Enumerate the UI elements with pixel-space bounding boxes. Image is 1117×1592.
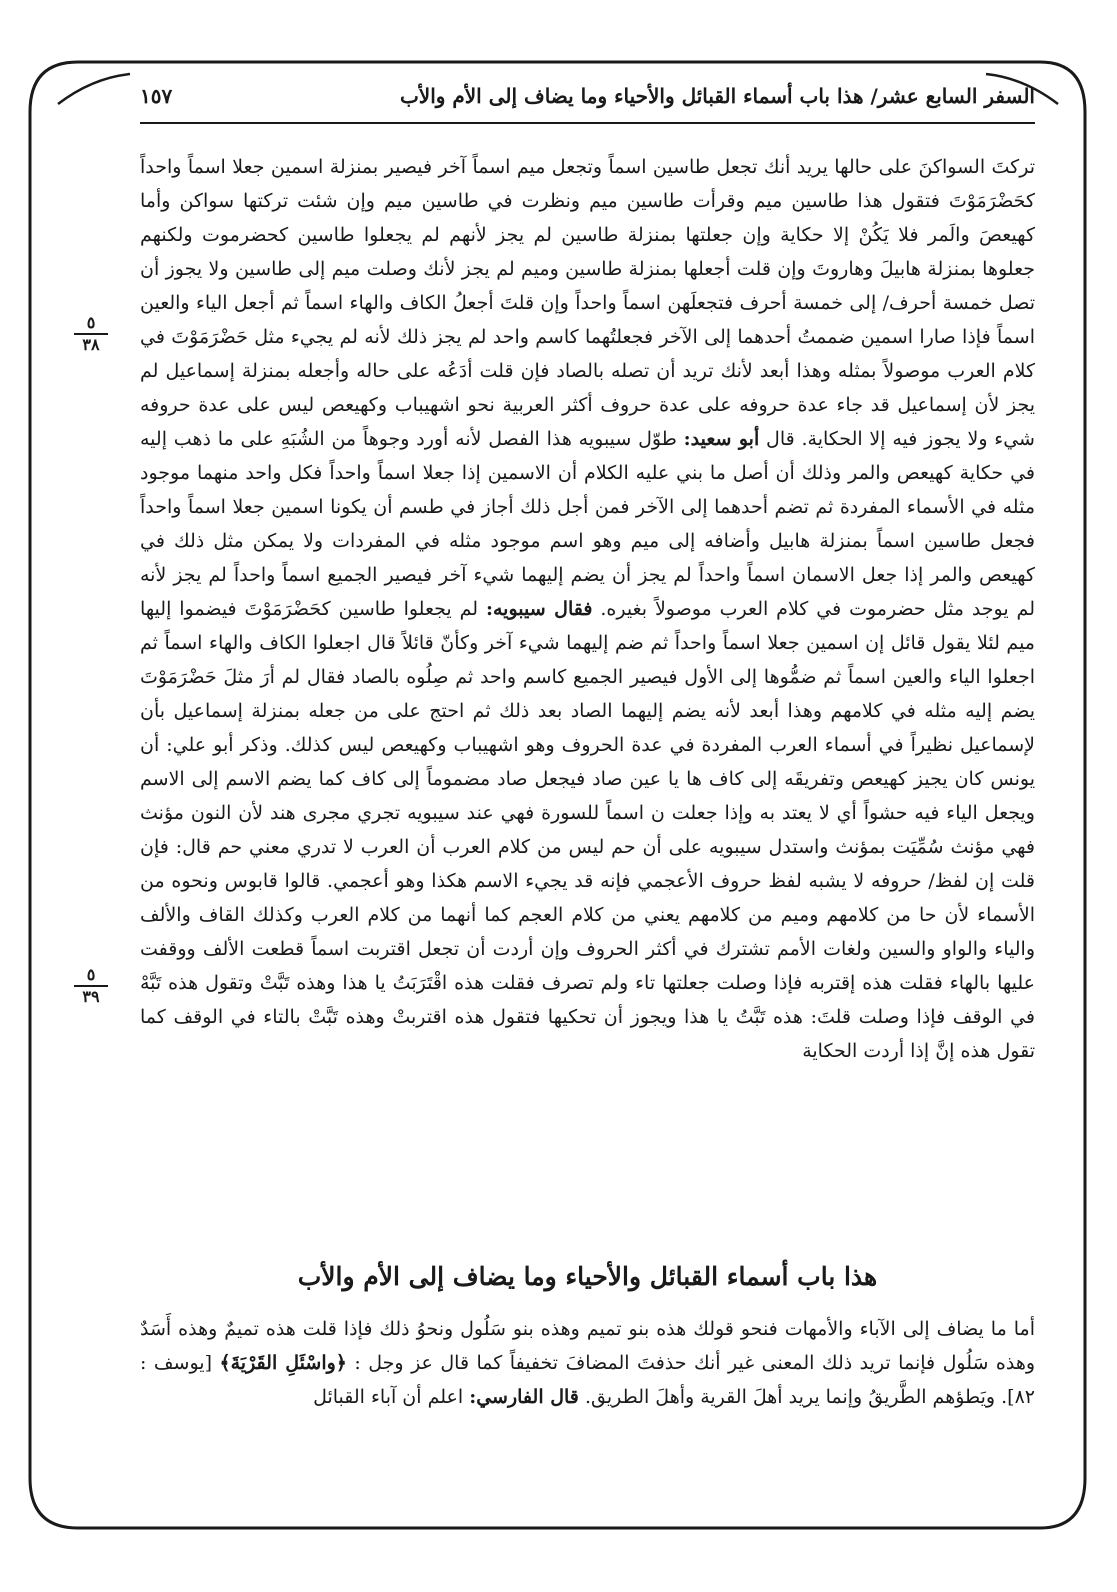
header-rule	[140, 122, 1035, 124]
margin-folio-number: ٥	[86, 313, 96, 332]
page-header	[140, 84, 1035, 114]
section-heading: هذا باب أسماء القبائل والأحياء وما يضاف إلى الأم والأب	[297, 1262, 878, 1291]
speaker-label: قال الفارسي:	[469, 1386, 579, 1408]
margin-folio-number: ٣٨	[82, 335, 100, 354]
text-segment: اعلم أن آباء القبائل	[313, 1386, 464, 1408]
main-text-block	[140, 150, 1035, 1210]
text-segment: تركتَ السواكنَ على حالها يريد أنك تجعل طاسين اسماً وتجعل ميم اسماً آخر فيصير بمنزلة اسمين جعلا اسماً واحداً كحَضْرَمَوْتَ فتقول هذا طاسين ميم وقرأت طاسين ميم ونظرت في طاسين ميم وإن شئت تركتها سواكن وأما كهيعصَ والَمر فلا يَكُنْ إلا حكاية وإن جعلتها بمنزلة طاسين لم يجز لأنهم لم يجعلوا طاسين كحضرموت ولكنهم جعلوها بمنزلة هابيلَ وهاروتَ وإن قلت أجعلها بمنزلة طاسين وميم لم يجز لأنك وصلت ميم إلى طاسين ولا يجوز أن تصل خمسة أحرف/ إلى خمسة أحرف فتجعلَهن اسماً واحداً وإن قلتَ أجعلُ الكاف والهاء اسماً ثم أجعل الياء والعين اسماً فإذا صارا اسمين ضممتُ أحدهما إلى الآخر فجعلتُهما كاسم واحد لم يجز ذلك لأنه لم يجيء مثل حَضْرَمَوْتَ في كلام العرب موصولاً بمثله وهذا أبعد لأنك تريد أن تصله بالصاد فإن قلت أدَعُه على حاله وأجعله بمنزلة إسماعيل لم يجز لأن إسماعيل قد جاء عدة حروفه على عدة حروف أكثر العربية نحو اشهيباب وكهيعص ليس على عدة حروفه شيء ولا يجوز فيه إلا الحكاية. قال	[140, 156, 1035, 450]
speaker-label: أبو سعيد:	[683, 428, 760, 450]
margin-folio-marker	[74, 966, 108, 1006]
margin-folio-marker	[74, 314, 108, 354]
margin-folio-number: ٣٩	[82, 987, 100, 1006]
section-text-block	[140, 1312, 1035, 1442]
main-paragraph	[140, 150, 1035, 1068]
section-paragraph	[140, 1312, 1035, 1414]
text-segment: أما ما يضاف إلى الآباء والأمهات فنحو قولك هذه بنو تميم وهذه بنو سَلُول ونحوُ ذلك فإذا قلت هذه تميمٌ وهذه أَسَدٌ وهذه سَلُول فإنما تريد ذلك المعنى غير أنك حذفتَ المضافَ تخفيفاً كما قال عز وجل :	[140, 1318, 1035, 1374]
text-segment: طوّل سيبويه هذا الفصل لأنه أورد وجوهاً من الشُبَهِ على ما ذهب إليه في حكاية كهيعص والمر وذلك أن أصل ما بني عليه الكلام أن الاسمين إذا جعلا اسماً واحداً فكل واحد منهما موجود مثله في الأسماء المفردة ثم تضم أحدهما إلى الآخر فمن أجل ذلك أجاز في طسم أن يكونا اسمين جعلا اسماً واحداً فجعل طاسين اسماً بمنزلة هابيل وأضافه إلى ميم وهو اسم موجود مثله في المفردات ولا يمكن مثل ذلك في كهيعص والمر إذا جعل الاسمان اسماً واحداً لم يجز أن يضم إليهما شيء آخر فيصير الجميع اسماً واحداً لم يجز لأنه لم يوجد مثل حضرموت في كلام العرب موصولاً بغيره.	[140, 428, 1035, 620]
text-segment: لم يجعلوا طاسين كحَضْرَمَوْتَ فيضموا إليها ميم لئلا يقول قائل إن اسمين جعلا اسماً واحداً ثم ضم إليهما شيء آخر وكأنّ قائلاً قال اجعلوا الكاف والهاء اسماً ثم اجعلوا الياء والعين اسماً ثم ضمُّوها إلى الأول فيصير الجميع كاسم واحد ثم صِلُوه بالصاد فقال لم أرَ مثلَ حَضْرَمَوْتَ يضم إليه مثله في كلامهم وهذا أبعد لأنه يضم إليهما الصاد بعد ذلك ثم احتج على من جعله بمنزلة إسماعيل بأن لإسماعيل نظيراً في أسماء العرب المفردة في عدة الحروف وهو اشهيباب وكهيعص ليس كذلك. وذكر أبو علي: أن يونس كان يجيز كهيعص وتفريقَه إلى كاف ها يا عين صاد فيجعل صاد مضموماً إلى كاف كما يضم الاسم إلى الاسم ويجعل الياء فيه حشواً أي لا يعتد به وإذا جعلت ن اسماً للسورة فهي عند سيبويه تجري مجرى هند لأن النون مؤنث فهي مؤنث سُمِّيَت بمؤنث واستدل سيبويه على أن حم ليس من كلام العرب أن العرب لا تدري معني حم قال: فإن قلت إن لفظ/ حروفه لا يشبه لفظ حروف الأعجمي فإنه قد يجيء الاسم هكذا وهو أعجمي. قالوا قابوس ونحوه من الأسماء لأن حا من كلامهم وميم من كلامهم يعني من كلام العجم كما أنهما من كلام العرب وكذلك القاف والألف والياء والواو والسين ولغات الأمم تشترك في أكثر الحروف وإن أردت أن تجعل اقتربت اسماً قطعت الألف ووقفت عليها بالهاء فقلت هذه إقتربه فإذا وصلت جعلتها تاء ولم تصرف فقلت هذه اقْتَرَبَتُ يا هذا وهذه تَبَّتْ وتقول هذه تَبَّهْ في الوقف فإذا وصلت قلتَ: هذه تَبَّتُ يا هذا ويجوز أن تحكيها فتقول هذه اقتربتْ وهذه تَبَّتْ بالتاء في الوقف كما تقول هذه إنَّ إذا أردت الحكاية	[140, 598, 1035, 1062]
text-segment: [يوسف : ٨٢]. ويَطؤهم الطَّريقُ وإنما يريد أهلَ القرية وأهلَ الطريق.	[140, 1352, 1035, 1408]
margin-folio-number: ٥	[86, 965, 96, 984]
page-number: ١٥٧	[140, 84, 173, 108]
speaker-label: فقال سيبويه:	[485, 598, 593, 620]
quran-quote: ﴿واسْئَلِ القَرْيَةَ﴾	[219, 1352, 347, 1374]
running-title: السفر السابع عشر/ هذا باب أسماء القبائل والأحياء وما يضاف إلى الأم والأب	[399, 84, 1035, 108]
